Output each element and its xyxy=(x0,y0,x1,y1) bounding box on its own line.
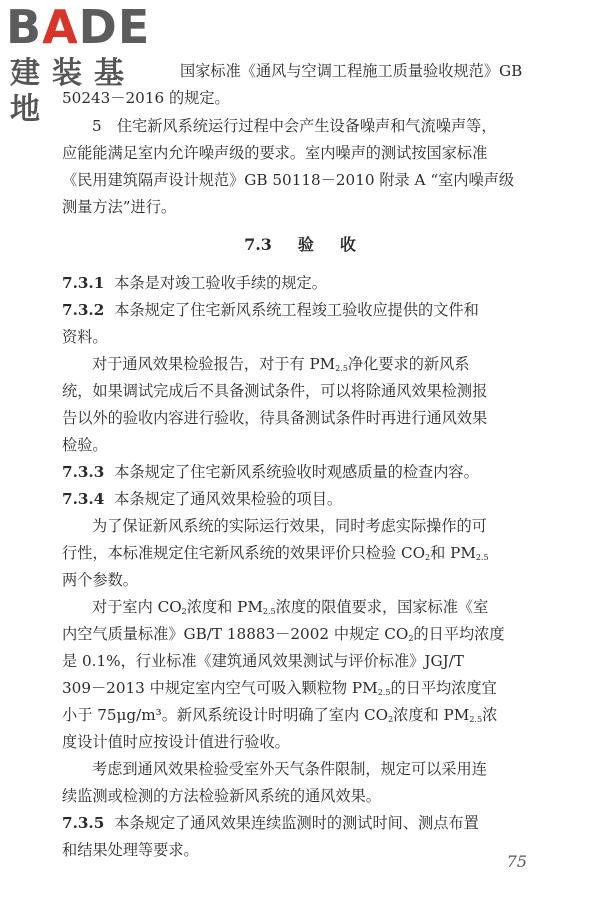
text-line: 对于通风效果检验报告，对于有 $PM_{2.5}$净化要求的新风系 xyxy=(92,355,470,373)
text-line: 为了保证新风系统的实际运行效果，同时考虑实际操作的可 xyxy=(92,517,487,535)
text-line: 5 住宅新风系统运行过程中会产生设备噪声和气流噪声等， xyxy=(92,117,497,135)
text-line: 考虑到通风效果检验受室外天气条件限制，规定可以采用连 xyxy=(92,760,487,778)
text-line: 《民用建筑隔声设计规范》GB 50118－2010 附录 A “室内噪声级 xyxy=(62,171,515,189)
text-line: 统，如果调试完成后不具备测试条件，可以将除通风效果检测报 xyxy=(62,382,488,400)
logo-brand: BADE xyxy=(6,0,151,54)
text-line: 应能能满足室内允许噪声级的要求。室内噪声的测试按国家标准 xyxy=(62,144,488,162)
text-line: 和结果处理等要求。 xyxy=(62,841,199,859)
text-line: 50243－2016 的规定。 xyxy=(62,89,230,107)
text-line: 资料。 xyxy=(62,328,108,346)
text-line: 度设计值时应按设计值进行验收。 xyxy=(62,733,290,751)
section-heading: 7.3 验 收 xyxy=(244,235,356,254)
text-line: 是 0.1%，行业标准《建筑通风效果测试与评价标准》JGJ/T xyxy=(62,652,464,670)
text-line: 行性，本标准规定住宅新风系统的效果评价只检验 $CO_2$和 $PM_{2.5}$ xyxy=(62,544,489,562)
text-line: 内空气质量标准》GB/T 18883－2002 中规定 $CO_2$的日平均浓度 xyxy=(62,625,505,643)
clause-7-3-2: 7.3.2 本条规定了住宅新风系统工程竣工验收应提供的文件和 xyxy=(62,301,479,319)
logo-subtitle: 建装基地 xyxy=(10,56,136,127)
text-line: 对于室内 $CO_2$浓度和 $PM_{2.5}$浓度的限值要求，国家标准《室 xyxy=(92,598,489,616)
clause-7-3-4: 7.3.4 本条规定了通风效果检验的项目。 xyxy=(62,490,343,508)
text-line: 两个参数。 xyxy=(62,571,138,589)
clause-7-3-1: 7.3.1 本条是对竣工验收手续的规定。 xyxy=(62,274,327,292)
text-line: 小于 75μg/m³。新风系统设计时明确了室内 $CO_2$浓度和 $PM_{2.5}$浓 xyxy=(62,706,498,724)
clause-7-3-5: 7.3.5 本条规定了通风效果连续监测时的测试时间、测点布置 xyxy=(62,814,479,832)
text-line: 续监测或检测的方法检验新风系统的通风效果。 xyxy=(62,787,381,805)
text-line: 国家标准《通风与空调工程施工质量验收规范》GB xyxy=(180,62,523,80)
page-number: 75 xyxy=(506,852,527,871)
text-line: 告以外的验收内容进行验收，待具备测试条件时再进行通风效果 xyxy=(62,409,488,427)
text-line: 测量方法”进行。 xyxy=(62,198,177,216)
clause-7-3-3: 7.3.3 本条规定了住宅新风系统验收时观感质量的检查内容。 xyxy=(62,463,479,481)
text-line: 309－2013 中规定室内空气可吸入颗粒物 $PM_{2.5}$的日平均浓度宜 xyxy=(62,679,497,697)
text-line: 检验。 xyxy=(62,436,108,454)
